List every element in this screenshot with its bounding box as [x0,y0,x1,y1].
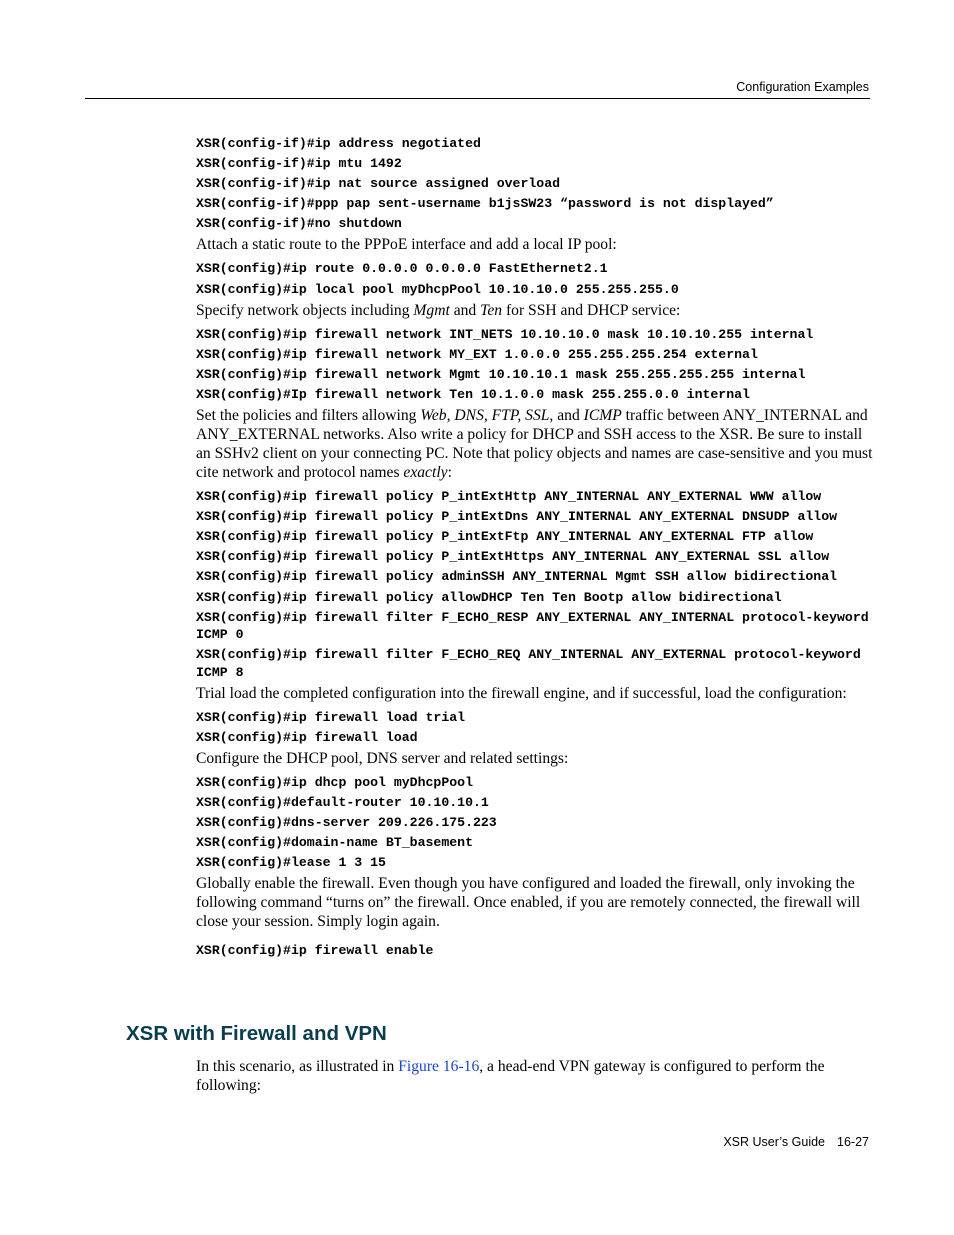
command-line: XSR(config)#ip firewall load trial [196,709,466,725]
figure-link[interactable]: Figure 16-16 [398,1058,480,1075]
command-line: XSR(config)#ip firewall policy P_intExtDns ANY_INTERNAL ANY_EXTERNAL DNSUDP allow [196,509,838,525]
command-line: XSR(config)#ip firewall load [196,729,418,745]
intro-text-before: In this scenario, as illustrated in [196,1058,399,1075]
emphasis-text: ICMP [583,407,622,425]
command-line: XSR(config)#ip firewall network MY_EXT 1.0.0.0 255.255.255.254 external [196,346,758,362]
command-line: XSR(config)#ip firewall policy adminSSH ANY_INTERNAL Mgmt SSH allow bidirectional [196,569,838,585]
paragraph-text: : [447,464,452,482]
emphasis-text: exactly [403,464,448,482]
emphasis-text: Web, DNS, FTP, SSL, [420,407,554,425]
command-line: XSR(config)#ip firewall policy P_intExtHttps ANY_INTERNAL ANY_EXTERNAL SSL allow [196,549,830,565]
command-line: XSR(config)#ip firewall policy P_intExtFtp ANY_INTERNAL ANY_EXTERNAL FTP allow [196,529,814,545]
command-line: XSR(config)#ip firewall network INT_NETS 10.10.10.0 mask 10.10.10.255 internal [196,326,814,342]
body-paragraph: Trial load the completed configuration into the firewall engine, and if successful, load the configuration: [196,684,847,702]
command-line: XSR(config-if)#ip nat source assigned overload [196,176,561,192]
command-line: XSR(config)#ip local pool myDhcpPool 10.10.10.0 255.255.255.0 [196,281,679,297]
section-intro [196,1057,876,1095]
paragraph-text: Set the policies and filters allowing [196,407,421,425]
header-rule [85,98,870,99]
command-block [196,774,876,872]
intro-text-after: , a head-end VPN gateway is configured to perform the following: [196,1058,825,1094]
command-block [196,260,876,298]
body-paragraph [196,406,876,482]
command-line: XSR(config-if)#ppp pap sent-username b1jsSW23 “password is not displayed” [196,196,774,212]
command-block [196,326,876,404]
command-line: XSR(config)#ip dhcp pool myDhcpPool [196,774,473,790]
command-line: XSR(config)#ip firewall network Mgmt 10.10.10.1 mask 255.255.255.255 internal [196,366,806,382]
emphasis-text: Ten [480,301,503,319]
paragraph-text: traffic between ANY_INTERNAL and ANY_EXTERNAL networks. Also write a policy for DHCP and SSH access to the XSR. Be sure to install an SSHv2 client on your connecting PC. Note that policy objects and names are case-sensitive and you must cite network and protocol names [196,407,873,482]
body-paragraph: Globally enable the firewall. Even though you have configured and loaded the firewall, only invoking the following command “turns on” the firewall. Once enabled, if you are remotely connected, the firewall will close your session. Simply login again. [196,875,861,931]
command-line: XSR(config-if)#ip address negotiated [196,136,481,151]
command-line: XSR(config)#dns-server 209.226.175.223 [196,815,497,831]
paragraph-text: and [449,301,481,319]
command-line: XSR(config)#domain-name BT_basement [196,835,473,851]
command-line: XSR(config)#Ip firewall network Ten 10.1.0.0 mask 255.255.0.0 internal [196,386,750,402]
command-line: XSR(config)#ip firewall enable [196,943,434,959]
page-footer [723,1135,869,1149]
command-line: XSR(config)#ip firewall policy allowDHCP Ten Ten Bootp allow bidirectional [196,589,782,605]
section-title: XSR with Firewall and VPN [126,1022,387,1045]
body-paragraph [196,301,876,320]
page-content [196,135,876,963]
emphasis-text: Mgmt [413,301,450,319]
running-header: Configuration Examples [736,80,869,94]
paragraph-text: Specify network objects including [196,301,414,319]
command-line: XSR(config-if)#ip mtu 1492 [196,156,402,172]
command-block [196,135,876,233]
command-line: XSR(config)#default-router 10.10.10.1 [196,795,489,811]
paragraph-text: and [553,407,584,425]
command-block [196,709,876,747]
body-paragraph: Attach a static route to the PPPoE interface and add a local IP pool: [196,236,617,254]
command-line: XSR(config-if)#no shutdown [196,216,402,232]
command-line: XSR(config)#ip firewall filter F_ECHO_REQ ANY_INTERNAL ANY_EXTERNAL protocol-keyword ICMP 8 [196,647,869,680]
body-paragraph: Configure the DHCP pool, DNS server and related settings: [196,749,569,767]
page-number: 16-27 [837,1135,869,1149]
command-line: XSR(config)#ip firewall filter F_ECHO_RESP ANY_EXTERNAL ANY_INTERNAL protocol-keyword ICMP 0 [196,609,877,643]
command-line: XSR(config)#lease 1 3 15 [196,855,386,871]
paragraph-text: for SSH and DHCP service: [502,301,681,319]
command-line: XSR(config)#ip route 0.0.0.0 0.0.0.0 FastEthernet2.1 [196,261,608,277]
command-block [196,942,876,960]
footer-guide-title: XSR User’s Guide [723,1135,826,1149]
command-block [196,488,876,681]
command-line: XSR(config)#ip firewall policy P_intExtHttp ANY_INTERNAL ANY_EXTERNAL WWW allow [196,489,822,505]
